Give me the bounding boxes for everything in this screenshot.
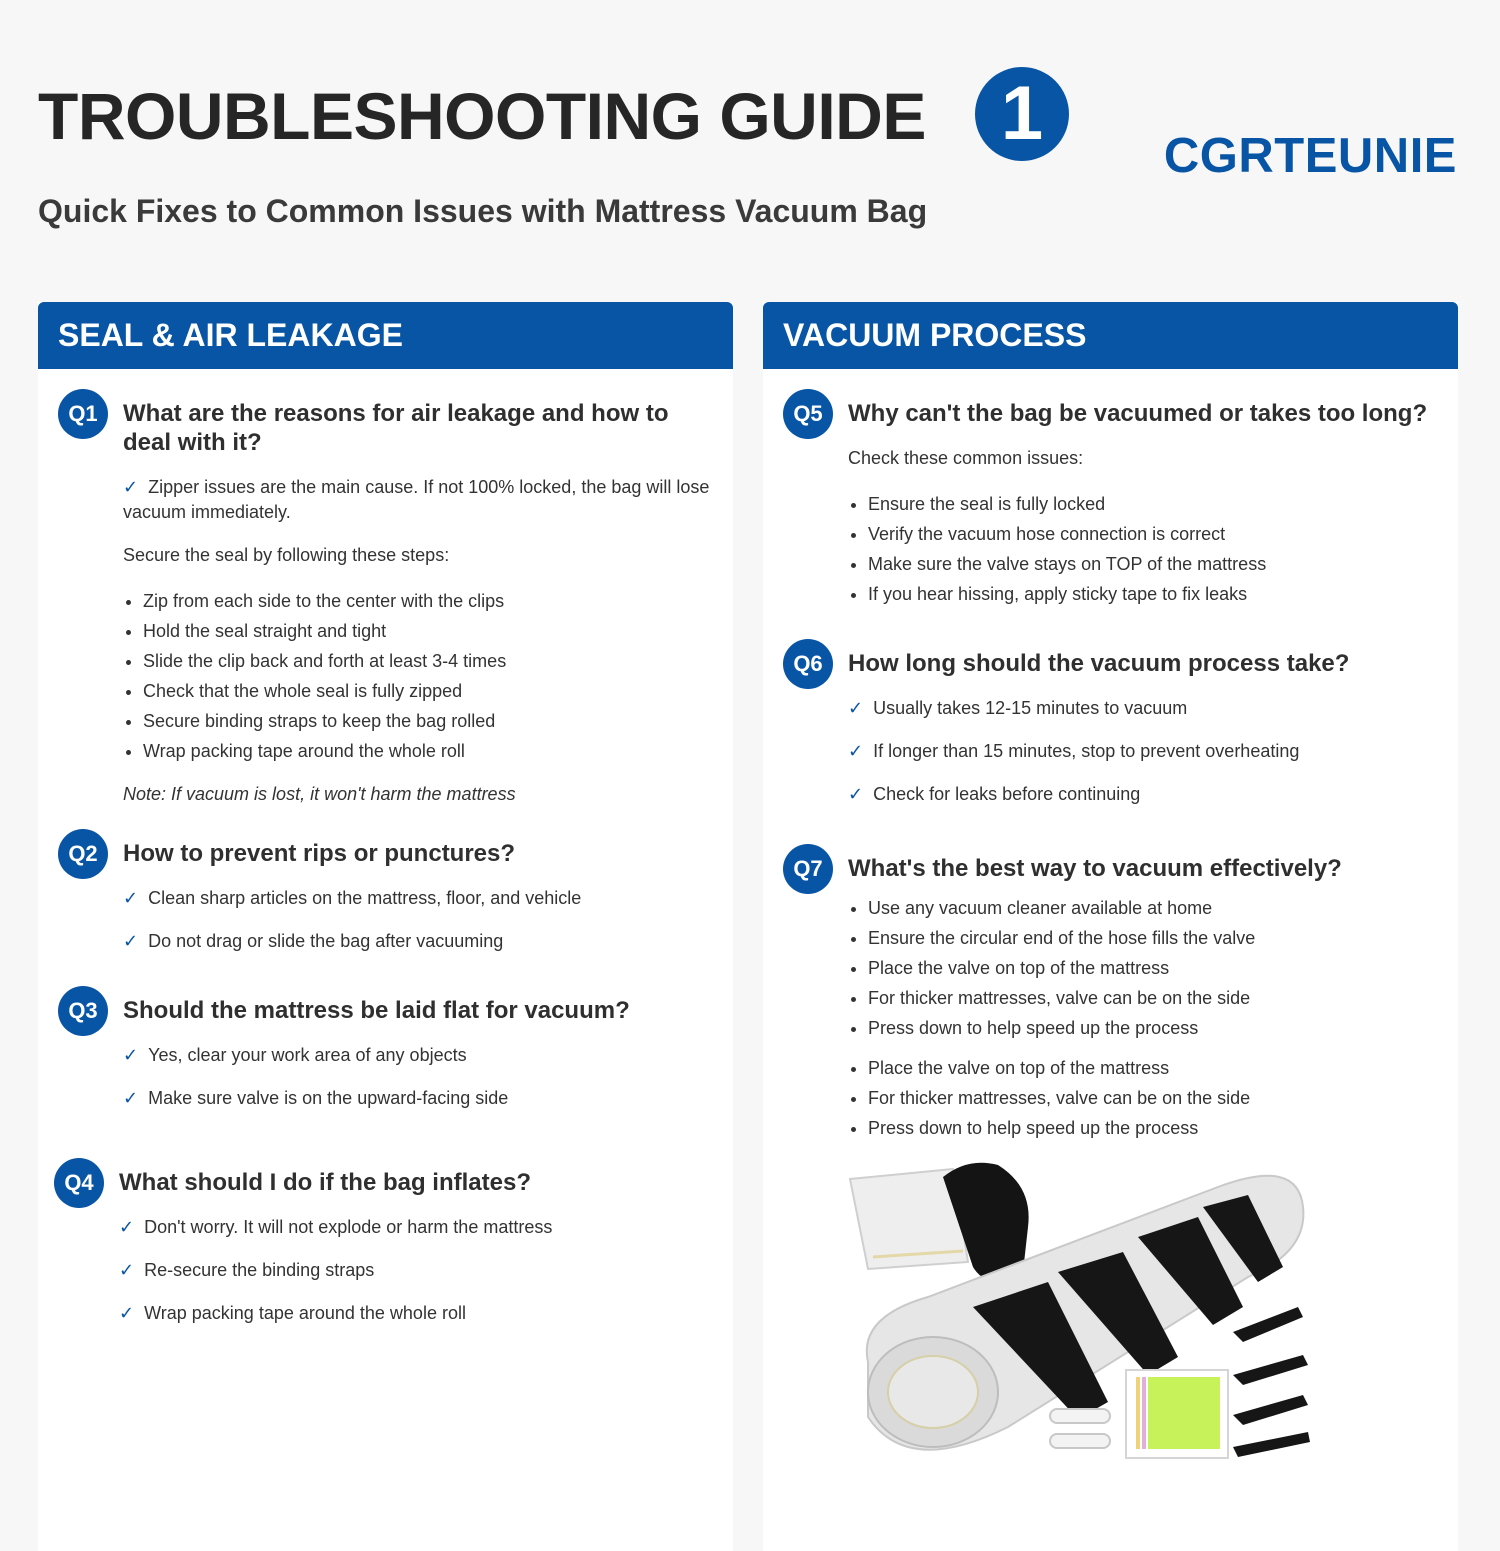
note-text: Note: If vacuum is lost, it won't harm the mattress bbox=[123, 784, 516, 804]
checkmark-icon: ✓ bbox=[123, 931, 139, 951]
list-item: • Use any vacuum cleaner available at home bbox=[868, 893, 1443, 923]
answer-body bbox=[848, 893, 1443, 1143]
steps-list bbox=[123, 586, 718, 766]
panel-heading: SEAL & AIR LEAKAGE bbox=[38, 302, 733, 369]
checkmark-icon: ✓ bbox=[848, 784, 864, 804]
check-text: Wrap packing tape around the whole roll bbox=[144, 1303, 466, 1323]
answer-body bbox=[848, 696, 1443, 807]
list-item: • Make sure the valve stays on TOP of the mattress bbox=[868, 549, 1443, 579]
answer-body bbox=[123, 475, 718, 807]
steps-intro: Secure the seal by following these steps: bbox=[123, 545, 450, 565]
question-badge: Q2 bbox=[58, 829, 108, 879]
question-q6 bbox=[783, 639, 1443, 807]
question-q1 bbox=[58, 389, 718, 807]
question-badge: Q4 bbox=[54, 1158, 104, 1208]
check-text: Clean sharp articles on the mattress, floor, and vehicle bbox=[148, 888, 582, 908]
checkmark-icon: ✓ bbox=[123, 1088, 139, 1108]
list-item: • Ensure the seal is fully locked bbox=[868, 489, 1443, 519]
list-item: • Check that the whole seal is fully zipped bbox=[143, 676, 718, 706]
question-badge: Q7 bbox=[783, 844, 833, 894]
answer-body bbox=[119, 1215, 714, 1326]
question-title: What are the reasons for air leakage and how to deal with it? bbox=[123, 400, 669, 456]
question-title: Why can't the bag be vacuumed or takes too long? bbox=[848, 400, 1428, 427]
list-item: • Press down to help speed up the process bbox=[868, 1013, 1443, 1043]
check-text: Usually takes 12-15 minutes to vacuum bbox=[873, 698, 1188, 718]
check-item bbox=[123, 475, 718, 525]
checkmark-icon: ✓ bbox=[848, 741, 864, 761]
check-item bbox=[123, 1043, 718, 1068]
issues-list bbox=[848, 489, 1443, 609]
list-item: • Secure binding straps to keep the bag rolled bbox=[143, 706, 718, 736]
check-text: If longer than 15 minutes, stop to prevent overheating bbox=[873, 741, 1300, 761]
guide-number-badge: 1 bbox=[975, 67, 1069, 161]
question-badge: Q6 bbox=[783, 639, 833, 689]
checkmark-icon: ✓ bbox=[123, 1045, 139, 1065]
check-item bbox=[119, 1258, 714, 1283]
check-text: Re-secure the binding straps bbox=[144, 1260, 375, 1280]
list-item: • Hold the seal straight and tight bbox=[143, 616, 718, 646]
check-text: Check for leaks before continuing bbox=[873, 784, 1141, 804]
check-item bbox=[848, 739, 1443, 764]
check-text: Do not drag or slide the bag after vacuuming bbox=[148, 931, 504, 951]
brand-logo: CGRTEUNIE bbox=[1163, 129, 1457, 183]
question-q2 bbox=[58, 829, 718, 954]
checkmark-icon: ✓ bbox=[119, 1260, 135, 1280]
seal-air-leakage-panel bbox=[38, 302, 733, 1551]
list-item: • Slide the clip back and forth at least 3-4 times bbox=[143, 646, 718, 676]
panel-heading: VACUUM PROCESS bbox=[763, 302, 1458, 369]
list-item: • Place the valve on top of the mattress bbox=[868, 953, 1443, 983]
list-item: • Verify the vacuum hose connection is correct bbox=[868, 519, 1443, 549]
answer-body bbox=[848, 446, 1443, 609]
check-item bbox=[848, 696, 1443, 721]
list-item: • For thicker mattresses, valve can be on the side bbox=[868, 983, 1443, 1013]
check-item bbox=[123, 1086, 718, 1111]
check-item bbox=[119, 1301, 714, 1326]
question-q3 bbox=[58, 986, 718, 1111]
check-text: Zipper issues are the main cause. If not 100% locked, the bag will lose vacuum immediately. bbox=[123, 477, 710, 522]
checkmark-icon: ✓ bbox=[123, 888, 139, 908]
question-q4 bbox=[54, 1158, 714, 1326]
list-item: • If you hear hissing, apply sticky tape to fix leaks bbox=[868, 579, 1443, 609]
checkmark-icon: ✓ bbox=[119, 1217, 135, 1237]
question-title: How long should the vacuum process take? bbox=[848, 650, 1350, 677]
vacuum-bag-product-image bbox=[848, 1157, 1318, 1462]
question-q5 bbox=[783, 389, 1443, 609]
question-q7 bbox=[783, 844, 1443, 1143]
check-item bbox=[123, 886, 718, 911]
list-item: • For thicker mattresses, valve can be on the side bbox=[868, 1083, 1443, 1113]
page-subtitle: Quick Fixes to Common Issues with Mattress Vacuum Bag bbox=[38, 193, 928, 229]
answer-body bbox=[123, 1043, 718, 1111]
check-item bbox=[119, 1215, 714, 1240]
tips-list-repeat bbox=[848, 1053, 1443, 1143]
issues-intro: Check these common issues: bbox=[848, 448, 1084, 468]
list-item: • Zip from each side to the center with the clips bbox=[143, 586, 718, 616]
check-text: Make sure valve is on the upward-facing side bbox=[148, 1088, 509, 1108]
check-item bbox=[123, 929, 718, 954]
question-title: What's the best way to vacuum effectively? bbox=[848, 855, 1342, 882]
question-title: Should the mattress be laid flat for vacuum? bbox=[123, 997, 630, 1024]
question-title: How to prevent rips or punctures? bbox=[123, 840, 516, 867]
check-item bbox=[848, 782, 1443, 807]
tips-list bbox=[848, 893, 1443, 1043]
vacuum-process-panel bbox=[763, 302, 1458, 1551]
checkmark-icon: ✓ bbox=[123, 477, 139, 497]
question-badge: Q1 bbox=[58, 389, 108, 439]
checkmark-icon: ✓ bbox=[848, 698, 864, 718]
list-item: • Press down to help speed up the process bbox=[868, 1113, 1443, 1143]
list-item: • Place the valve on top of the mattress bbox=[868, 1053, 1443, 1083]
checkmark-icon: ✓ bbox=[119, 1303, 135, 1323]
question-title: What should I do if the bag inflates? bbox=[119, 1169, 531, 1196]
question-badge: Q3 bbox=[58, 986, 108, 1036]
page-title: TROUBLESHOOTING GUIDE bbox=[38, 79, 926, 153]
answer-body bbox=[123, 886, 718, 954]
question-badge: Q5 bbox=[783, 389, 833, 439]
list-item: • Wrap packing tape around the whole roll bbox=[143, 736, 718, 766]
list-item: • Ensure the circular end of the hose fills the valve bbox=[868, 923, 1443, 953]
check-text: Yes, clear your work area of any objects bbox=[148, 1045, 467, 1065]
check-text: Don't worry. It will not explode or harm the mattress bbox=[144, 1217, 553, 1237]
